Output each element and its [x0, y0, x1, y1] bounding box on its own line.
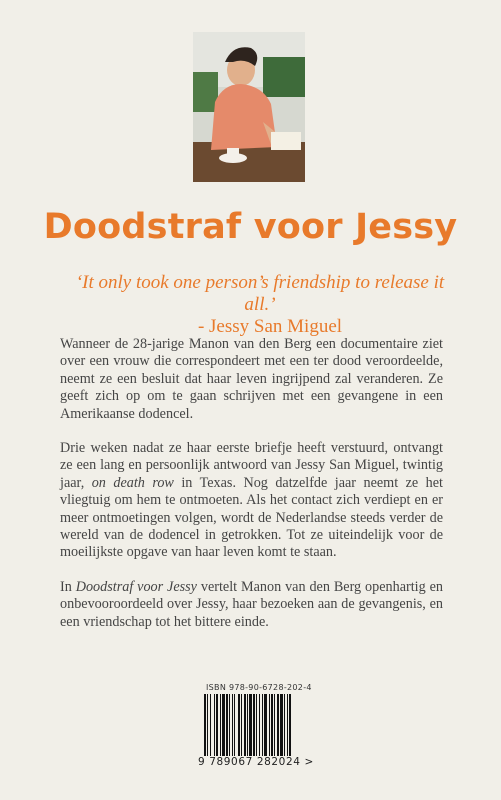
barcode-bar: [256, 694, 257, 756]
barcode-bar: [259, 694, 260, 756]
blurb-paragraph-3: [60, 579, 443, 631]
barcode-bar: [284, 694, 285, 756]
blurb-p3-italic: Doodstraf voor Jessy: [75, 578, 197, 595]
blurb-paragraph-2: [60, 440, 443, 562]
barcode-bar: [220, 694, 221, 756]
barcode-bar: [249, 694, 252, 756]
barcode-bar: [280, 694, 283, 756]
quote-author: - Jessy San Miguel: [197, 316, 343, 337]
blurb: [60, 336, 443, 648]
barcode-bar: [271, 694, 273, 756]
barcode-bar: [269, 694, 270, 756]
barcode-bar: [204, 694, 206, 756]
barcode-bar: [244, 694, 246, 756]
barcode-bar: [234, 694, 235, 756]
barcode-bar: [247, 694, 248, 756]
blurb-p1-text: Wanneer de 28-jarige Manon van den Berg een documentaire ziet over een vrouw die correspondeert met een ter dood veroordeelde, neemt ze een besluit dat haar leven ingrijpend zal veranderen. Ze geeft zich op om te gaan schrijven met een gevangene in een Amerikaanse dodencel.: [60, 336, 443, 422]
barcode-bar: [222, 694, 225, 756]
book-title: Doodstraf voor Jessy: [43, 207, 458, 247]
barcode-bar: [262, 694, 263, 756]
blurb-p2-text-c: in Texas. Nog datzelfde jaar neemt ze het vliegtuig om hem te ontmoeten. Als het contact zich verdiept en er meer ontmoetingen volgen, wordt de Nederlandse steeds verder de wereld van de dodencel in getrokken. Tot ze uiteindelijk voor de moeilijkste opgave van haar leven komt te staan.: [60, 474, 443, 561]
barcode-bar: [229, 694, 230, 756]
blurb-p2-italic: on death row: [91, 474, 174, 491]
barcode-bar: [253, 694, 255, 756]
blurb-p3-text-c: vertelt Manon van den Berg openhartig en onbevooroordeeld over Jessy, haar bezoeken aan de gevangenis, en een vriendschap tot het bittere einde.: [60, 578, 443, 630]
barcode-digits: 9 789067 282024 >: [198, 756, 322, 768]
blurb-p3-text-a: In: [60, 578, 76, 595]
barcode-bar: [241, 694, 242, 756]
quote-text: ‘It only took one person’s friendship to release it all.’: [75, 272, 445, 315]
barcode-bar: [287, 694, 288, 756]
barcode-bar: [210, 694, 211, 756]
quote-block: [60, 272, 460, 338]
isbn-label: ISBN 978-90-6728-202-4: [206, 683, 312, 692]
barcode-bar: [238, 694, 240, 756]
barcode-bar: [289, 694, 291, 756]
barcode-bar: [264, 694, 267, 756]
blurb-p2-text-a: Drie weken nadat ze haar eerste briefje heeft verstuurd, ontvangt ze een lang en persoonlijk antwoord van Jessy San Miguel, twintig jaar,: [60, 440, 443, 491]
barcode-bar: [277, 694, 279, 756]
barcode-bar: [216, 694, 218, 756]
blurb-paragraph-1: [60, 336, 443, 423]
barcode-bar: [232, 694, 233, 756]
barcode-bar: [207, 694, 208, 756]
barcode-bar: [274, 694, 275, 756]
barcode-bar: [214, 694, 215, 756]
barcode-bar: [226, 694, 228, 756]
author-photo: [193, 32, 305, 182]
author-photo-image: [193, 32, 305, 182]
